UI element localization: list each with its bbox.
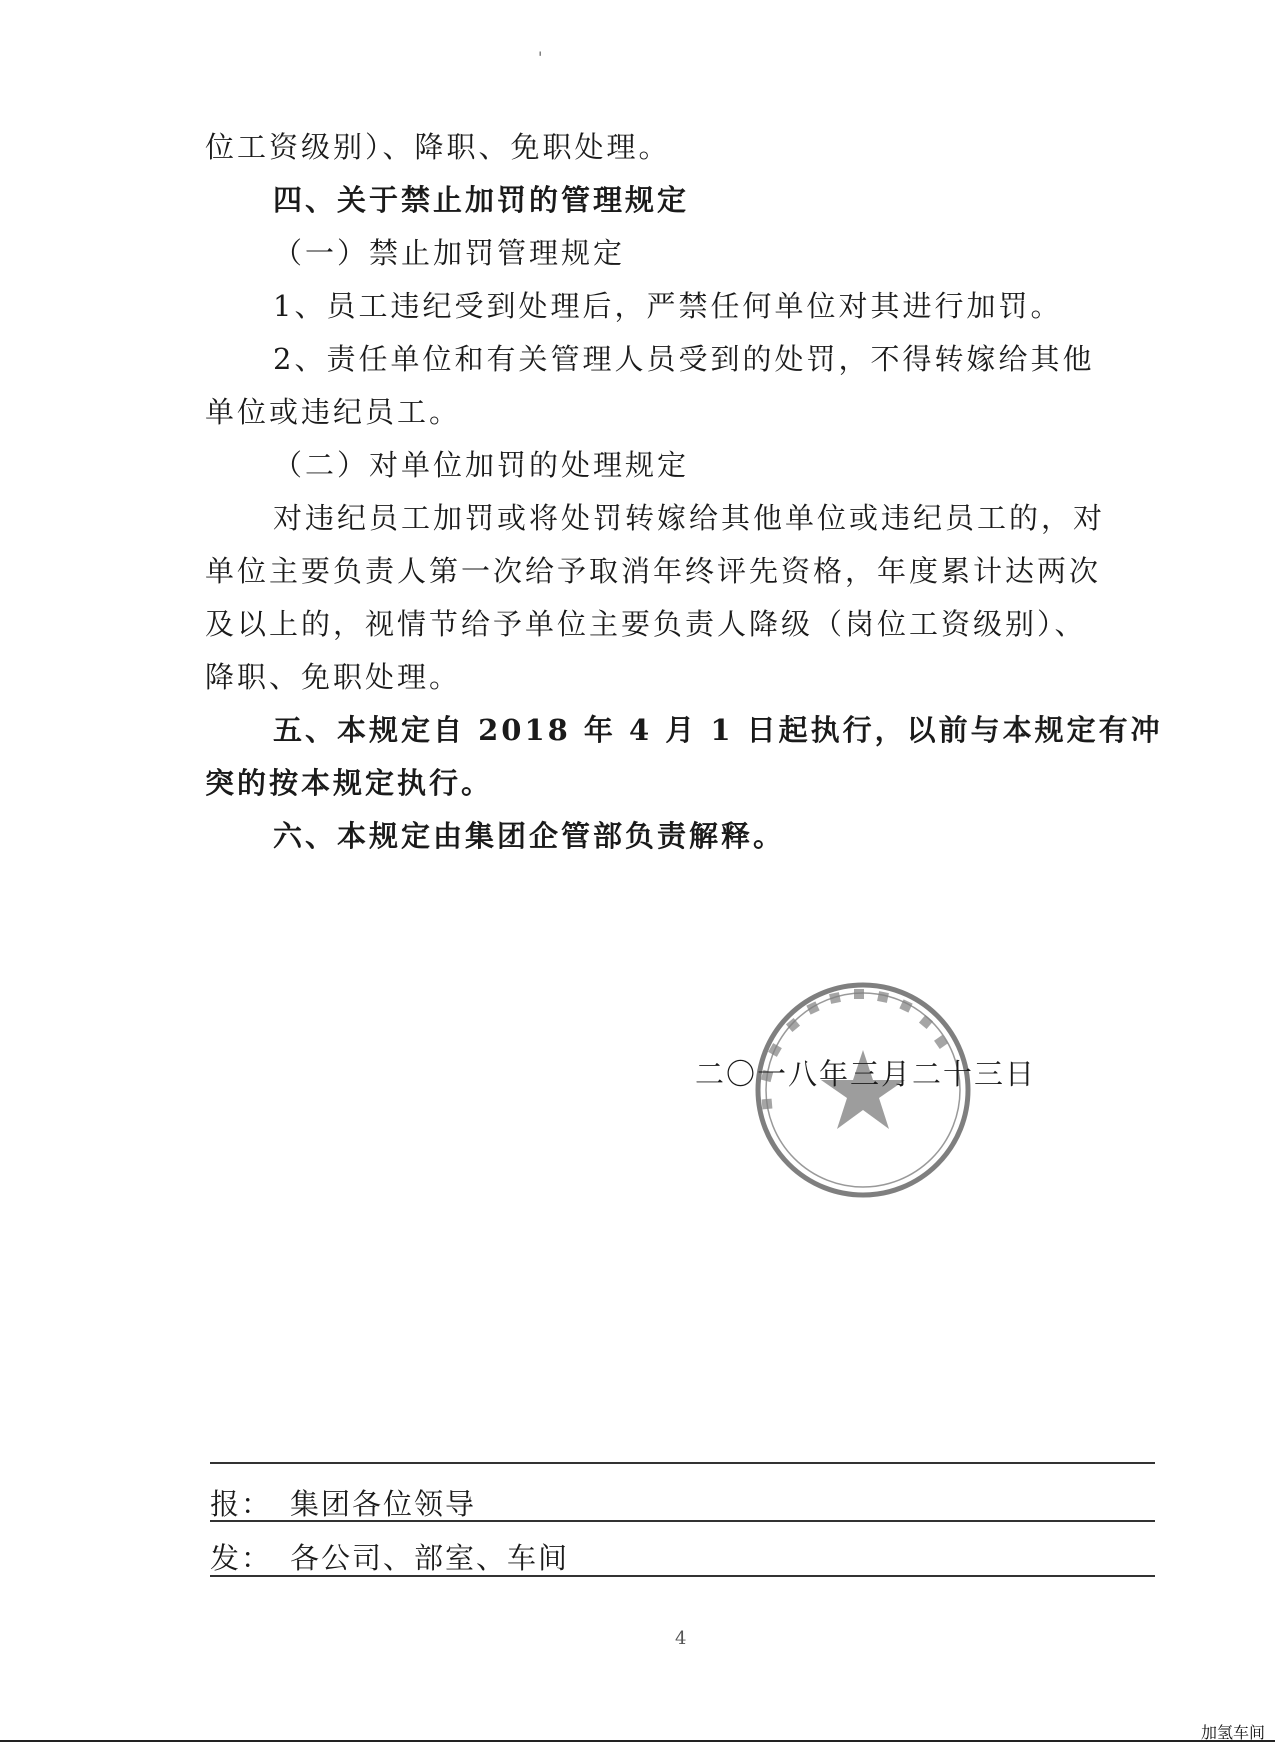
paragraph-line-4: 1、员工违纪受到处理后，严禁任何单位对其进行加罚。 <box>273 289 1063 323</box>
page-number: 4 <box>675 1628 687 1649</box>
report-value: 集团各位领导 <box>290 1487 477 1521</box>
subsection-heading-one: （一）禁止加罚管理规定 <box>273 236 626 270</box>
section-heading-four: 四、关于禁止加罚的管理规定 <box>273 183 690 217</box>
paragraph-line-13: 突的按本规定执行。 <box>205 766 494 800</box>
paragraph-line-6: 单位或违纪员工。 <box>205 395 462 429</box>
divider-middle <box>210 1520 1155 1522</box>
paragraph-line-5: 2、责任单位和有关管理人员受到的处罚，不得转嫁给其他 <box>273 342 1095 376</box>
scan-artifact: ' <box>538 48 543 67</box>
watermark-label: 加氢车间 <box>1200 1723 1265 1742</box>
send-label: 发： <box>210 1541 273 1575</box>
divider-bottom <box>210 1575 1155 1577</box>
section-six: 六、本规定由集团企管部负责解释。 <box>273 819 786 853</box>
signature-date: 二〇一八年三月二十三日 <box>695 1057 1037 1091</box>
subsection-heading-two: （二）对单位加罚的处理规定 <box>273 448 690 482</box>
footer-rule <box>0 1740 1275 1742</box>
report-label: 报： <box>210 1487 273 1521</box>
report-to-row <box>210 1482 476 1523</box>
paragraph-line-11: 降职、免职处理。 <box>205 660 462 694</box>
divider-top <box>210 1462 1155 1464</box>
send-to-row <box>210 1536 569 1577</box>
section-five: 五、本规定自 2018 年 4 月 1 日起执行，以前与本规定有冲 <box>273 713 1163 747</box>
paragraph-line-9: 单位主要负责人第一次给予取消年终评先资格，年度累计达两次 <box>205 554 1102 588</box>
paragraph-line-8: 对违纪员工加罚或将处罚转嫁给其他单位或违纪员工的，对 <box>273 501 1106 535</box>
paragraph-line-10: 及以上的，视情节给予单位主要负责人降级（岗位工资级别）、 <box>205 607 1087 641</box>
send-value: 各公司、部室、车间 <box>290 1541 570 1575</box>
paragraph-line-1: 位工资级别）、降职、免职处理。 <box>205 130 671 164</box>
